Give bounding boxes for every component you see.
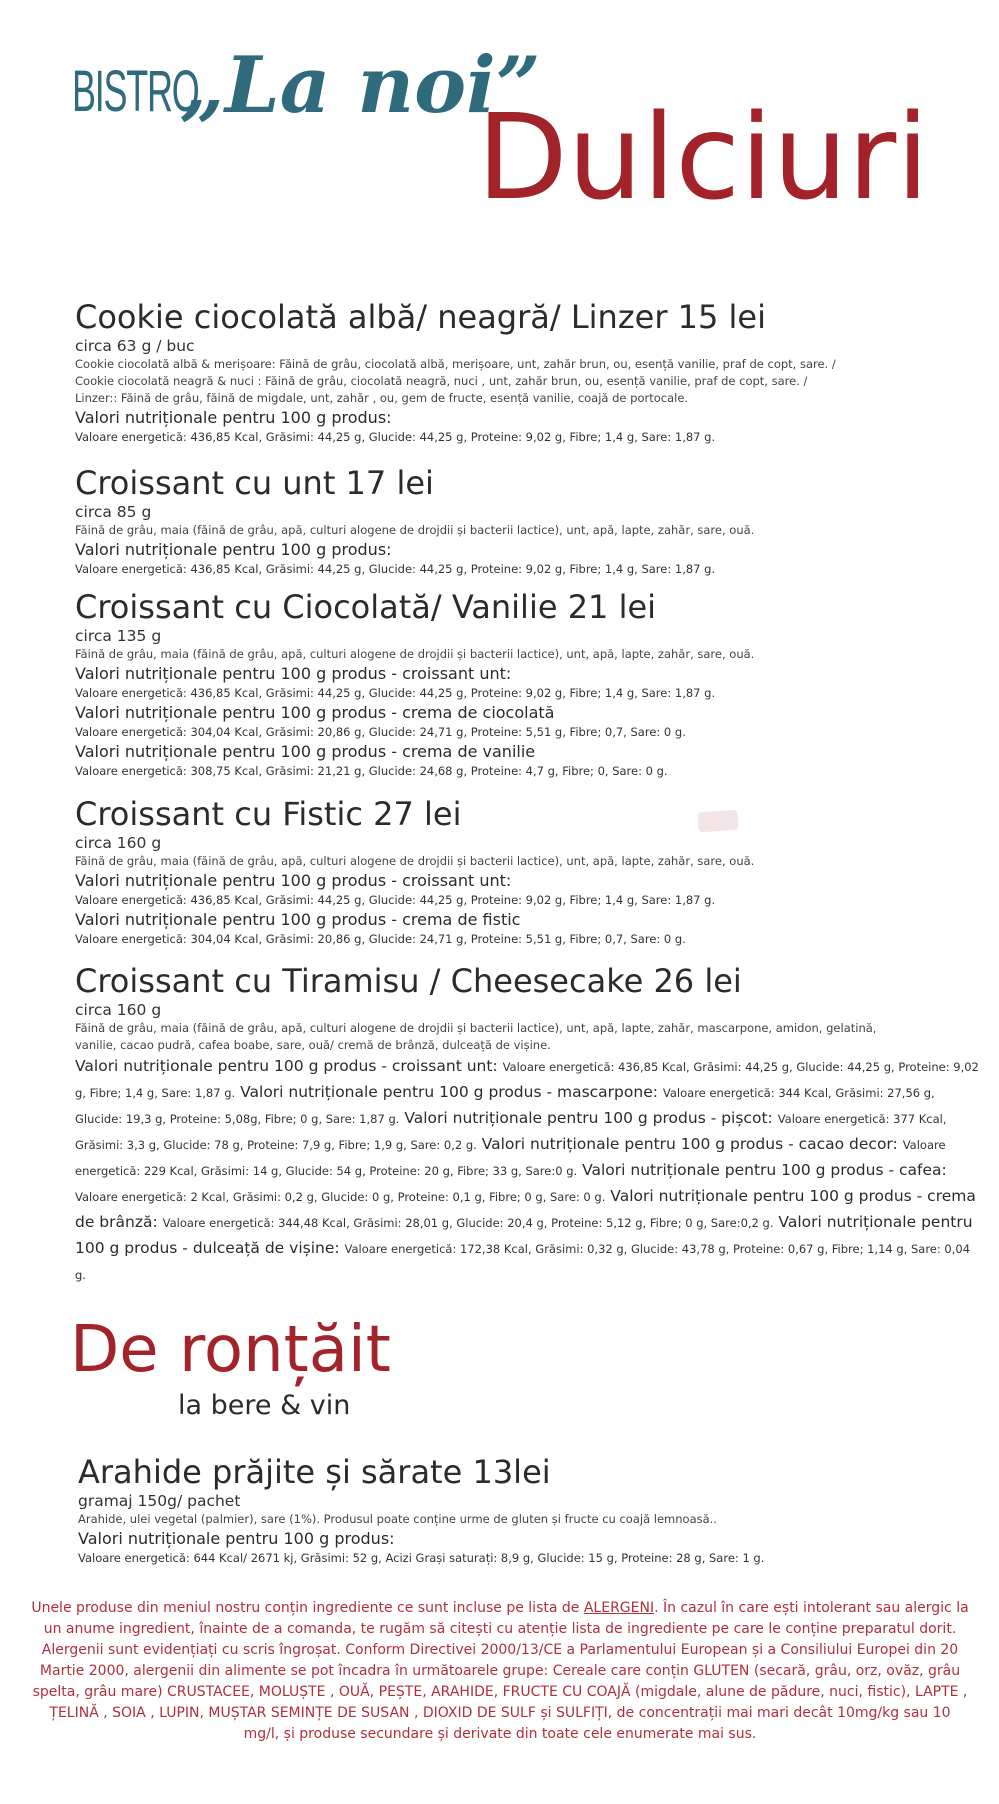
allergen-notice — [30, 1598, 970, 1745]
nutrition-heading: Valori nutriționale pentru 100 g produs - dulceață de vișine: — [75, 1213, 973, 1257]
nutrition-values: Valoare energetică: 344,48 Kcal, Grăsimi: 28,01 g, Glucide: 20,4 g, Proteine: 5,12 g, Fibre; 0 g, Sare:0,2 g. — [162, 1216, 774, 1230]
item-name: Cookie ciocolată albă/ neagră/ Linzer 15 lei — [75, 298, 766, 336]
item-ingredients: vanilie, cacao pudră, cafea boabe, sare, ouă/ cremă de brânză, dulceață de vișine. — [75, 1038, 551, 1052]
nutrition-values: Valoare energetică: 2 Kcal, Grăsimi: 0,2 g, Glucide: 0 g, Proteine: 0,1 g, Fibre; 0 g, Sare: 0 g. — [75, 1190, 606, 1204]
item-ingredients: Cookie ciocolată neagră & nuci : Făină de grâu, ciocolată neagră, nuci , unt, zahăr brun, ou, esență vanilie, praf de copt, sare. / — [75, 374, 808, 388]
item-name: Croissant cu unt 17 lei — [75, 464, 434, 502]
menu-item-croissant-tiramisu — [75, 962, 980, 1288]
item-name: Arahide prăjite și sărate 13lei — [78, 1453, 551, 1491]
nutrition-values: Valoare energetică: 304,04 Kcal, Grăsimi: 20,86 g, Glucide: 24,71 g, Proteine: 5,51 g, Fibre; 0,7, Sare: 0 g. — [75, 725, 686, 739]
nutrition-heading: Valori nutriționale pentru 100 g produs - croissant unt: — [75, 1057, 498, 1075]
nutrition-heading: Valori nutriționale pentru 100 g produs: — [78, 1529, 395, 1548]
nutrition-values: Valoare energetică: 436,85 Kcal, Grăsimi: 44,25 g, Glucide: 44,25 g, Proteine: 9,02 g, Fibre; 1,4 g, Sare: 1,87 g. — [75, 893, 716, 907]
allergen-link[interactable]: ALERGENI — [583, 1600, 655, 1616]
nutrition-heading: Valori nutriționale pentru 100 g produs - crema de vanilie — [75, 742, 536, 761]
section-subtitle: la bere & vin — [178, 1390, 351, 1421]
item-name: Croissant cu Fistic 27 lei — [75, 795, 462, 833]
item-name: Croissant cu Tiramisu / Cheesecake 26 lei — [75, 962, 742, 1000]
item-weight: circa 85 g — [75, 503, 152, 521]
logo-bistro-text: BISTRO — [72, 59, 199, 124]
nutrition-heading: Valori nutriționale pentru 100 g produs: — [75, 408, 392, 427]
allergen-text: Unele produse din meniul nostru conțin ingrediente ce sunt incluse pe lista de — [31, 1600, 584, 1616]
allergen-text: . În cazul în care ești intolerant sau alergic la un anume ingredient, înainte de a comanda, te rugăm să citești cu atenție lista de ingrediente pe care le conține preparatul dorit. Alergenii sunt evidențiați cu scris îngroșat. Conform Directivei 2000/13/CE a Parlamentului European și a Consiliului Europei din 20 Martie 2000, alergenii din alimente se pot încadra în următoarele grupe: Cereale care conțin GLUTEN (secară, grâu, orz, ovăz, grâu spelta, grâu mare) CRUSTACEE, MOLUȘTE , OUĂ, PEȘTE, ARAHIDE, FRUCTE CU COAJĂ (migdale, alune de pădure, nuci, fistic), LAPTE , ȚELINĂ , SOIA , LUPIN, MUȘTAR SEMINȚE DE SUSAN , DIOXID DE SULF și SULFIȚI, de concentrații mai mari decât 10mg/kg sau 10 mg/l, și produse secundare și derivate din toate cele enumerate mai sus. — [32, 1600, 969, 1742]
item-weight: circa 135 g — [75, 627, 162, 645]
item-ingredients: Făină de grâu, maia (făină de grâu, apă, culturi alogene de drojdii și bacterii lactice), unt, apă, lapte, zahăr, mascarpone, amidon, gelatină, — [75, 1021, 877, 1035]
nutrition-heading: Valori nutriționale pentru 100 g produs - crema de ciocolată — [75, 703, 555, 722]
nutrition-values: Valoare energetică: 344 Kcal, Grăsimi: 27,56 g, Glucide: 19,3 g, Proteine: 5,08g, Fibre; 0 g, Sare: 1,87 g. — [75, 1086, 935, 1126]
nutrition-values: Valoare energetică: 436,85 Kcal, Grăsimi: 44,25 g, Glucide: 44,25 g, Proteine: 9,02 g, Fibre; 1,4 g, Sare: 1,87 g. — [75, 430, 716, 444]
item-name: Croissant cu Ciocolată/ Vanilie 21 lei — [75, 588, 657, 626]
nutrition-heading: Valori nutriționale pentru 100 g produs - croissant unt: — [75, 664, 512, 683]
menu-item-croissant-ciocolata — [75, 588, 975, 780]
item-weight: gramaj 150g/ pachet — [78, 1492, 241, 1510]
nutrition-heading: Valori nutriționale pentru 100 g produs - pișcot: — [404, 1109, 773, 1127]
menu-item-arahide — [78, 1453, 978, 1567]
item-ingredients: Făină de grâu, maia (făină de grâu, apă, culturi alogene de drojdii și bacterii lactice), unt, apă, lapte, zahăr, sare, ouă. — [75, 854, 755, 868]
item-weight: circa 160 g — [75, 834, 162, 852]
nutrition-values: Valoare energetică: 436,85 Kcal, Grăsimi: 44,25 g, Glucide: 44,25 g, Proteine: 9,02 g, Fibre; 1,4 g, Sare: 1,87 g. — [75, 1060, 979, 1100]
nutrition-values: Valoare energetică: 308,75 Kcal, Grăsimi: 21,21 g, Glucide: 24,68 g, Proteine: 4,7 g, Fibre; 0, Sare: 0 g. — [75, 764, 668, 778]
menu-item-croissant-unt — [75, 464, 975, 578]
nutrition-heading: Valori nutriționale pentru 100 g produs: — [75, 540, 392, 559]
nutrition-heading: Valori nutriționale pentru 100 g produs - mascarpone: — [240, 1083, 658, 1101]
logo-script-text: „La noi” — [180, 40, 541, 131]
watermark-stamp — [697, 810, 738, 833]
nutrition-values: Valoare energetică: 644 Kcal/ 2671 kj, Grăsimi: 52 g, Acizi Grași saturați: 8,9 g, Glucide: 15 g, Proteine: 28 g, Sare: 1 g. — [78, 1551, 765, 1565]
item-ingredients: Linzer:: Făină de grâu, făină de migdale, unt, zahăr , ou, gem de fructe, esență vanilie, coajă de portocale. — [75, 391, 689, 405]
menu-item-croissant-fistic — [75, 795, 975, 948]
nutrition-heading: Valori nutriționale pentru 100 g produs - cafea: — [582, 1161, 947, 1179]
nutrition-paragraph — [75, 1054, 980, 1288]
nutrition-heading: Valori nutriționale pentru 100 g produs - crema de fistic — [75, 910, 521, 929]
nutrition-heading: Valori nutriționale pentru 100 g produs - cacao decor: — [481, 1135, 898, 1153]
item-weight: circa 160 g — [75, 1001, 162, 1019]
nutrition-values: Valoare energetică: 304,04 Kcal, Grăsimi: 20,86 g, Glucide: 24,71 g, Proteine: 5,51 g, Fibre; 0,7, Sare: 0 g. — [75, 932, 686, 946]
nutrition-heading: Valori nutriționale pentru 100 g produs - crema de brânză: — [75, 1187, 976, 1231]
item-weight: circa 63 g / buc — [75, 337, 195, 355]
nutrition-values: Valoare energetică: 436,85 Kcal, Grăsimi: 44,25 g, Glucide: 44,25 g, Proteine: 9,02 g, Fibre; 1,4 g, Sare: 1,87 g. — [75, 686, 716, 700]
item-ingredients: Cookie ciocolată albă & merișoare: Făină de grâu, ciocolată albă, merișoare, unt, zahăr brun, ou, esență vanilie, praf de copt, sare. / — [75, 357, 836, 371]
item-ingredients: Arahide, ulei vegetal (palmier), sare (1%). Produsul poate conține urme de gluten și fructe cu coajă lemnoasă.. — [78, 1512, 717, 1526]
nutrition-values: Valoare energetică: 172,38 Kcal, Grăsimi: 0,32 g, Glucide: 43,78 g, Proteine: 0,67 g, Fibre; 1,14 g, Sare: 0,04 g. — [75, 1242, 971, 1282]
item-ingredients: Făină de grâu, maia (făină de grâu, apă, culturi alogene de drojdii și bacterii lactice), unt, apă, lapte, zahăr, sare, ouă. — [75, 647, 755, 661]
item-ingredients: Făină de grâu, maia (făină de grâu, apă, culturi alogene de drojdii și bacterii lactice), unt, apă, lapte, zahăr, sare, ouă. — [75, 523, 755, 537]
page-title: Dulciuri — [476, 88, 929, 226]
nutrition-heading: Valori nutriționale pentru 100 g produs - croissant unt: — [75, 871, 512, 890]
nutrition-values: Valoare energetică: 377 Kcal, Grăsimi: 3,3 g, Glucide: 78 g, Proteine: 7,9 g, Fibre; 1,9 g, Sare: 0,2 g. — [75, 1112, 947, 1152]
menu-item-cookie — [75, 298, 975, 446]
nutrition-values: Valoare energetică: 436,85 Kcal, Grăsimi: 44,25 g, Glucide: 44,25 g, Proteine: 9,02 g, Fibre; 1,4 g, Sare: 1,87 g. — [75, 562, 716, 576]
nutrition-values: Valoare energetică: 229 Kcal, Grăsimi: 14 g, Glucide: 54 g, Proteine: 20 g, Fibre; 33 g, Sare:0 g. — [75, 1138, 946, 1178]
section-title-de-rontait: De ronțăit — [70, 1313, 391, 1387]
